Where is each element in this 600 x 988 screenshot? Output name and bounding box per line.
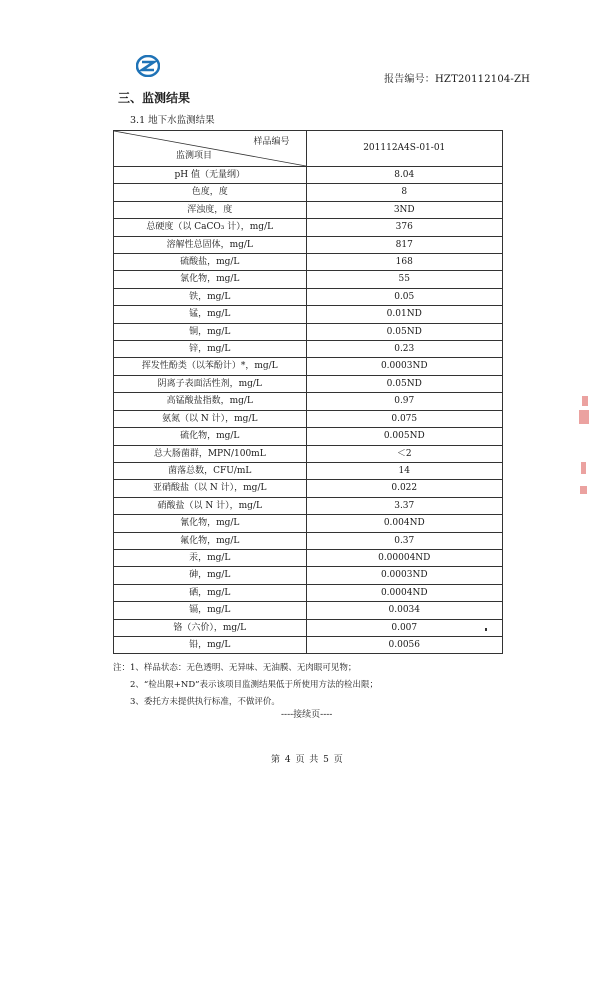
- monitoring-item: 镉，mg/L: [114, 602, 307, 619]
- ink-speck: [485, 628, 487, 631]
- result-value: 0.01ND: [306, 306, 503, 323]
- result-value: 8: [306, 184, 503, 201]
- monitoring-item: 氰化物，mg/L: [114, 515, 307, 532]
- result-value: 0.0004ND: [306, 584, 503, 601]
- result-value: 168: [306, 254, 503, 271]
- table-row: [114, 619, 503, 636]
- result-value: 0.00004ND: [306, 549, 503, 566]
- table-row: [114, 393, 503, 410]
- monitoring-item: 氟化物，mg/L: [114, 532, 307, 549]
- seal-fragment: [582, 396, 588, 406]
- monitoring-item: 砷，mg/L: [114, 567, 307, 584]
- monitoring-item: 汞，mg/L: [114, 549, 307, 566]
- result-value: 376: [306, 219, 503, 236]
- table-row: [114, 236, 503, 253]
- monitoring-item: 硫酸盐，mg/L: [114, 254, 307, 271]
- result-value: 0.37: [306, 532, 503, 549]
- monitoring-item: 总大肠菌群，MPN/100mL: [114, 445, 307, 462]
- table-row: [114, 288, 503, 305]
- table-row: [114, 219, 503, 236]
- report-number: 报告编号：HZT20112104-ZH: [384, 74, 531, 85]
- monitoring-item: 菌落总数，CFU/mL: [114, 462, 307, 479]
- result-value: 8.04: [306, 167, 503, 184]
- table-row: [114, 341, 503, 358]
- result-value: 0.075: [306, 410, 503, 427]
- result-value: 3ND: [306, 201, 503, 218]
- monitoring-item: 铬（六价），mg/L: [114, 619, 307, 636]
- monitoring-item: 硫化物，mg/L: [114, 428, 307, 445]
- monitoring-item: 高锰酸盐指数，mg/L: [114, 393, 307, 410]
- table-header-row: [114, 131, 503, 167]
- monitoring-item: 铁，mg/L: [114, 288, 307, 305]
- monitoring-item: 硝酸盐（以 N 计），mg/L: [114, 497, 307, 514]
- section-subtitle: 3.1 地下水监测结果: [130, 115, 215, 126]
- seal-fragment: [581, 462, 586, 474]
- table-row: [114, 445, 503, 462]
- groundwater-results-table: [113, 130, 503, 654]
- table-row: [114, 410, 503, 427]
- result-value: 0.022: [306, 480, 503, 497]
- company-logo-icon: [136, 55, 160, 77]
- table-row: [114, 532, 503, 549]
- result-value: 0.05ND: [306, 375, 503, 392]
- result-value: 0.007: [306, 619, 503, 636]
- result-value: 14: [306, 462, 503, 479]
- continued-marker: ----接续页----: [281, 710, 333, 720]
- table-row: [114, 375, 503, 392]
- monitoring-item: 锰，mg/L: [114, 306, 307, 323]
- monitoring-item: 铅，mg/L: [114, 636, 307, 653]
- result-value: 0.23: [306, 341, 503, 358]
- result-value: 0.0003ND: [306, 567, 503, 584]
- monitoring-item: 挥发性酚类（以苯酚计）*，mg/L: [114, 358, 307, 375]
- result-value: 55: [306, 271, 503, 288]
- monitoring-item: 氯化物，mg/L: [114, 271, 307, 288]
- table-row: [114, 515, 503, 532]
- note-1: 注：1、样品状态：无色透明、无异味、无油膜、无肉眼可见物；: [113, 663, 357, 673]
- table-row: [114, 602, 503, 619]
- result-value: 0.05: [306, 288, 503, 305]
- table-row: [114, 184, 503, 201]
- table-row: [114, 480, 503, 497]
- table-row: [114, 462, 503, 479]
- table-row: [114, 167, 503, 184]
- result-value: 0.005ND: [306, 428, 503, 445]
- result-value: ＜2: [306, 445, 503, 462]
- note-3: 3、委托方未提供执行标准，不做评价。: [130, 697, 280, 707]
- monitoring-item: 硒，mg/L: [114, 584, 307, 601]
- header-sample-label: 样品编号: [253, 137, 290, 147]
- table-row: [114, 584, 503, 601]
- result-value: 0.0034: [306, 602, 503, 619]
- monitoring-item: 浑浊度，度: [114, 201, 307, 218]
- table-row: [114, 428, 503, 445]
- monitoring-item: 总硬度（以 CaCO₃ 计），mg/L: [114, 219, 307, 236]
- table-row: [114, 254, 503, 271]
- table-row: [114, 567, 503, 584]
- section-title: 三、监测结果: [118, 91, 191, 105]
- monitoring-item: 色度，度: [114, 184, 307, 201]
- monitoring-item: 锌，mg/L: [114, 341, 307, 358]
- table-row: [114, 201, 503, 218]
- monitoring-item: 亚硝酸盐（以 N 计），mg/L: [114, 480, 307, 497]
- table-row: [114, 271, 503, 288]
- monitoring-item: 溶解性总固体，mg/L: [114, 236, 307, 253]
- result-value: 817: [306, 236, 503, 253]
- seal-fragment: [579, 410, 589, 424]
- header-diagonal-cell: [114, 131, 307, 167]
- notes: [113, 660, 378, 711]
- note-2: 2、“检出限+ND”表示该项目监测结果低于所使用方法的检出限；: [130, 680, 378, 690]
- monitoring-item: 氨氮（以 N 计），mg/L: [114, 410, 307, 427]
- result-value: 0.0056: [306, 636, 503, 653]
- table-row: [114, 636, 503, 653]
- table-row: [114, 358, 503, 375]
- monitoring-item: pH 值（无量纲）: [114, 167, 307, 184]
- result-value: 0.004ND: [306, 515, 503, 532]
- table-row: [114, 306, 503, 323]
- seal-fragment: [580, 486, 587, 494]
- blank-area: [0, 825, 600, 988]
- page-number: 第 4 页 共 5 页: [271, 755, 344, 765]
- result-value: 0.97: [306, 393, 503, 410]
- result-value: 0.0003ND: [306, 358, 503, 375]
- monitoring-item: 铜，mg/L: [114, 323, 307, 340]
- header-item-label: 监测项目: [176, 151, 213, 161]
- result-value: 0.05ND: [306, 323, 503, 340]
- table-row: [114, 497, 503, 514]
- table-row: [114, 323, 503, 340]
- result-value: 3.37: [306, 497, 503, 514]
- table-row: [114, 549, 503, 566]
- header-sample-id: 201112A4S-01-01: [306, 131, 503, 167]
- monitoring-item: 阴离子表面活性剂，mg/L: [114, 375, 307, 392]
